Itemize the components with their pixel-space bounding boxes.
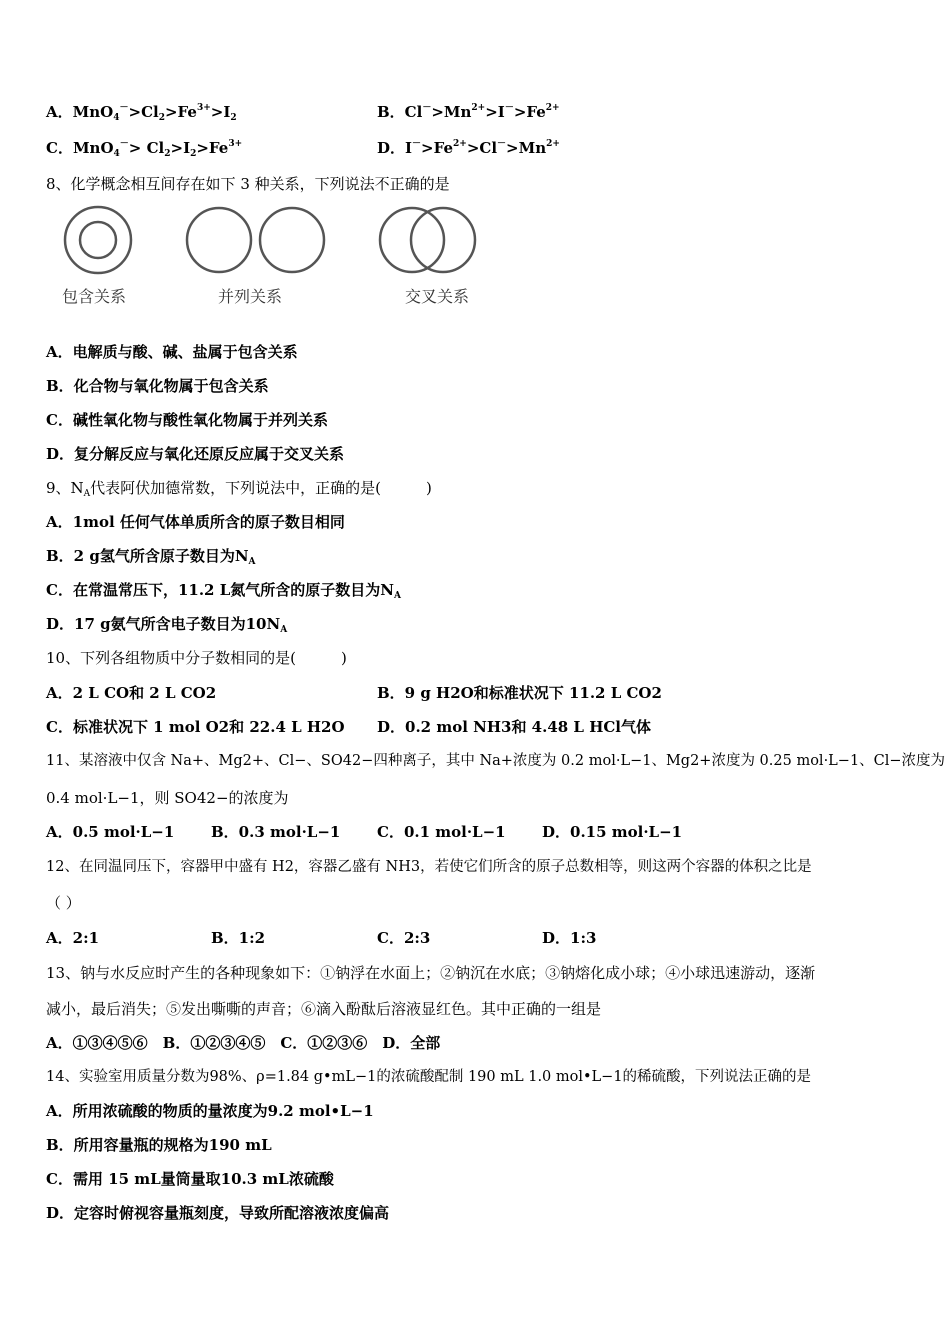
q12-stem-line1: 12、在同温同压下，容器甲中盛有 H2，容器乙盛有 NH3，若使它们所含的原子总数相等，则这两个容器的体积之比是 xyxy=(46,859,812,875)
q9-option-c[interactable] xyxy=(46,580,401,600)
q9-option-a[interactable]: A．1mol 任何气体单质所含的原子数目相同 xyxy=(46,513,345,531)
q11-stem-line1: 11、某溶液中仅含 Na+、Mg2+、Cl−、SO42−四种离子，其中 Na+浓度为 0.2 mol·L−1、Mg2+浓度为 0.25 mol·L−1、Cl−浓度为 xyxy=(46,753,946,769)
q7-option-b-text: B．$Cl^->Mn^{2+}>I^->Fe^{2+}$ xyxy=(377,103,560,121)
q9-stem-post: 代表阿伏加德常数，下列说法中，正确的是( ) xyxy=(90,479,432,497)
q10-option-d[interactable]: D．0.2 mol NH3和 4.48 L HCl气体 xyxy=(377,718,651,736)
q8-option-c[interactable]: C．碱性氧化物与酸性氧化物属于并列关系 xyxy=(46,411,328,429)
q9-option-d[interactable] xyxy=(46,614,287,634)
q9-option-d-text: D．17 g氨气所含电子数目为10N xyxy=(46,615,281,633)
q9-option-c-text: C．在常温常压下，11.2 L氮气所含的原子数目为N xyxy=(46,581,394,599)
q12-stem-line2: （ ） xyxy=(46,894,81,912)
q13-stem-line1: 13、钠与水反应时产生的各种现象如下：①钠浮在水面上；②钠沉在水底；③钠熔化成小球；④小球迅速游动，逐渐 xyxy=(46,964,816,982)
q10-option-a[interactable]: A．2 L CO和 2 L CO2 xyxy=(46,684,217,702)
q13-options[interactable]: A．①③④⑤⑥ B．①②③④⑤ C．①②③⑥ D．全部 xyxy=(46,1034,441,1052)
q12-option-d[interactable]: D．1:3 xyxy=(542,929,597,947)
q12-option-a[interactable]: A．2:1 xyxy=(46,929,100,947)
q7-option-d-text: D．$I^->Fe^{2+}>Cl^->Mn^{2+}$ xyxy=(377,139,560,157)
q11-option-a[interactable]: A．0.5 mol·L−1 xyxy=(46,823,175,841)
q13-stem-line2: 减小，最后消失；⑤发出嘶嘶的声音；⑥滴入酚酞后溶液显红色。其中正确的一组是 xyxy=(46,1000,602,1018)
q12-option-b[interactable]: B．1:2 xyxy=(211,929,266,947)
q8-stem: 8、化学概念相互间存在如下 3 种关系，下列说法不正确的是 xyxy=(46,175,450,193)
label-parallel: 并列关系 xyxy=(218,287,283,306)
q12-option-c[interactable]: C．2:3 xyxy=(377,929,431,947)
q7-option-c[interactable] xyxy=(46,138,242,158)
q8-option-d[interactable]: D．复分解反应与氧化还原反应属于交叉关系 xyxy=(46,445,345,463)
q9-stem-pre: 9、N xyxy=(46,479,84,497)
q11-stem-line2: 0.4 mol·L−1，则 SO42−的浓度为 xyxy=(46,789,289,807)
q14-option-b[interactable]: B．所用容量瓶的规格为190 mL xyxy=(46,1136,272,1154)
q14-stem: 14、实验室用质量分数为98%、ρ=1.84 g•mL−1的浓硫酸配制 190 mL 1.0 mol•L−1的稀硫酸，下列说法正确的是 xyxy=(46,1069,812,1085)
q9-stem xyxy=(46,478,432,498)
q11-option-c[interactable]: C．0.1 mol·L−1 xyxy=(377,823,506,841)
q11-option-b[interactable]: B．0.3 mol·L−1 xyxy=(211,823,341,841)
q8-option-a[interactable]: A．电解质与酸、碱、盐属于包含关系 xyxy=(46,343,298,361)
q14-option-d[interactable]: D．定容时俯视容量瓶刻度，导致所配溶液浓度偏高 xyxy=(46,1204,390,1222)
q8-option-b[interactable]: B．化合物与氧化物属于包含关系 xyxy=(46,377,269,395)
relation-diagram xyxy=(40,200,510,320)
contain-outer-circle xyxy=(65,207,131,273)
q7-option-d[interactable] xyxy=(377,138,560,158)
label-contain: 包含关系 xyxy=(62,287,127,306)
relation-diagram-svg xyxy=(40,200,510,320)
q14-option-c[interactable]: C．需用 15 mL量筒量取10.3 mL浓硫酸 xyxy=(46,1170,334,1188)
q7-option-c-text: C．$MnO_4^-> Cl_2>I_2>Fe^{3+}$ xyxy=(46,139,243,159)
q7-option-a[interactable] xyxy=(46,102,237,122)
q10-stem: 10、下列各组物质中分子数相同的是( ) xyxy=(46,649,347,667)
contain-inner-circle xyxy=(80,222,116,258)
q9-option-c-sub: A xyxy=(393,591,401,601)
q9-option-b-text: B．2 g氢气所含原子数目为N xyxy=(46,547,249,565)
label-cross: 交叉关系 xyxy=(405,287,470,306)
q11-option-d[interactable]: D．0.15 mol·L−1 xyxy=(542,823,683,841)
q9-option-d-sub: A xyxy=(280,625,288,635)
q9-option-b-sub: A xyxy=(248,557,256,567)
q10-option-c[interactable]: C．标准状况下 1 mol O2和 22.4 L H2O xyxy=(46,718,345,736)
q9-stem-sub: A xyxy=(83,489,91,499)
parallel-left-circle xyxy=(187,208,251,272)
q9-option-b[interactable] xyxy=(46,546,256,566)
q10-option-b[interactable]: B．9 g H2O和标准状况下 11.2 L CO2 xyxy=(377,684,662,702)
q14-option-a[interactable]: A．所用浓硫酸的物质的量浓度为9.2 mol•L−1 xyxy=(46,1102,374,1120)
parallel-right-circle xyxy=(260,208,324,272)
q7-option-a-text: A．$MnO_4^->Cl_2>Fe^{3+}>I_2$ xyxy=(46,103,237,123)
q7-option-b[interactable] xyxy=(377,102,560,122)
